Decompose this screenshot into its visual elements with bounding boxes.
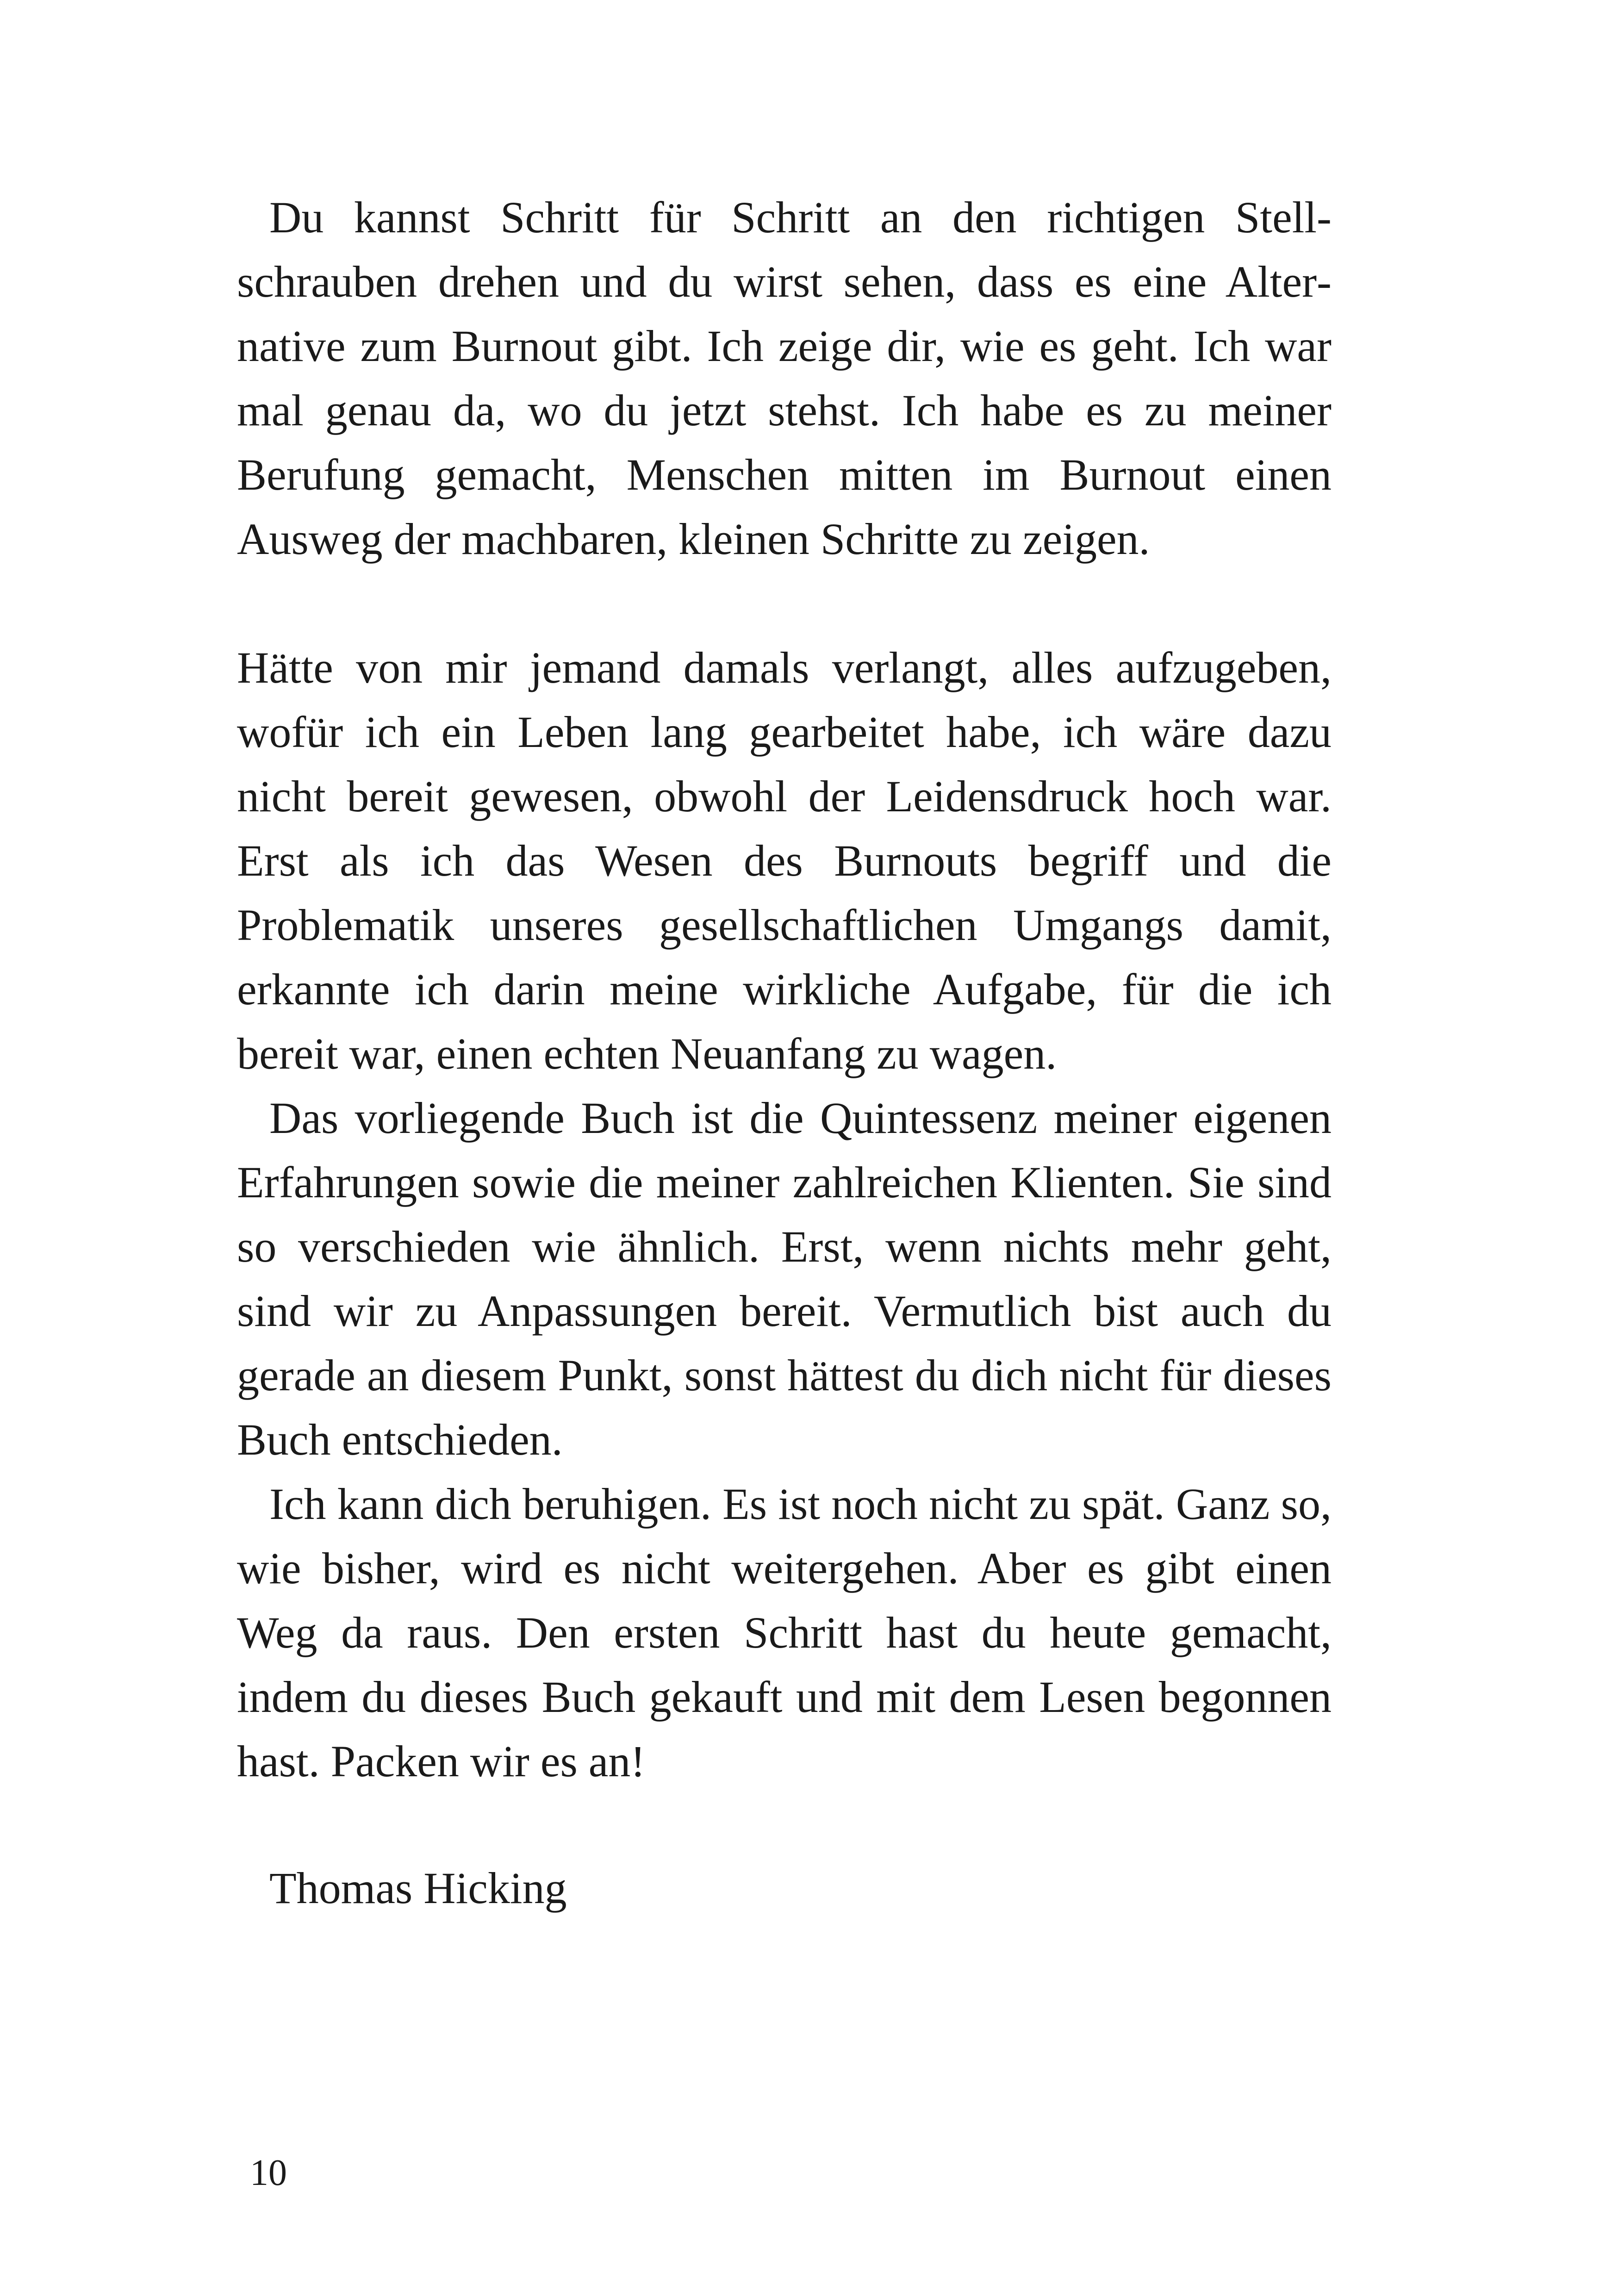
body-text bbox=[237, 185, 1332, 1793]
paragraph-3: Das vorliegende Buch ist die Quintessenz meiner eigenen Erfahrungen sowie die meiner zahlreichen Klienten. Sie sind so verschieden wie ähnlich. Erst, wenn nichts mehr geht, sind wir zu Anpassungen bereit. Vermutlich bist auch du gerade an diesem Punkt, sonst hättest du dich nicht für dieses Buch entschieden. bbox=[237, 1093, 1332, 1464]
paragraph-1: Du kannst Schritt für Schritt an den richtigen Stellschrauben drehen und du wirst sehen, dass es eine Alternative zum Burnout gibt. Ich zeige dir, wie es geht. Ich war mal genau da, wo du jetzt stehst. Ich habe es zu meiner Berufung gemacht, Menschen mitten im Burnout einen Ausweg der machbaren, kleinen Schritte zu zeigen. bbox=[237, 193, 1332, 564]
author-signature: Thomas Hicking bbox=[269, 1863, 567, 1913]
paragraph-4: Ich kann dich beruhigen. Es ist noch nicht zu spät. Ganz so, wie bisher, wird es nicht weitergehen. Aber es gibt einen Weg da raus. Den ersten Schritt hast du heute gemacht, indem du dieses Buch gekauft und mit dem Lesen begonnen hast. Packen wir es an! bbox=[237, 1479, 1332, 1786]
paragraph-2: Hätte von mir jemand damals verlangt, alles aufzugeben, wofür ich ein Leben lang gearbeitet habe, ich wäre dazu nicht bereit gewesen, obwohl der Leidensdruck hoch war. Erst als ich das Wesen des Burnouts begriff und die Problematik unseres gesellschaftlichen Umgangs damit, erkannte ich darin meine wirkliche Aufgabe, für die ich bereit war, einen echten Neuanfang zu wagen. bbox=[237, 643, 1332, 1078]
page-number: 10 bbox=[250, 2153, 287, 2193]
